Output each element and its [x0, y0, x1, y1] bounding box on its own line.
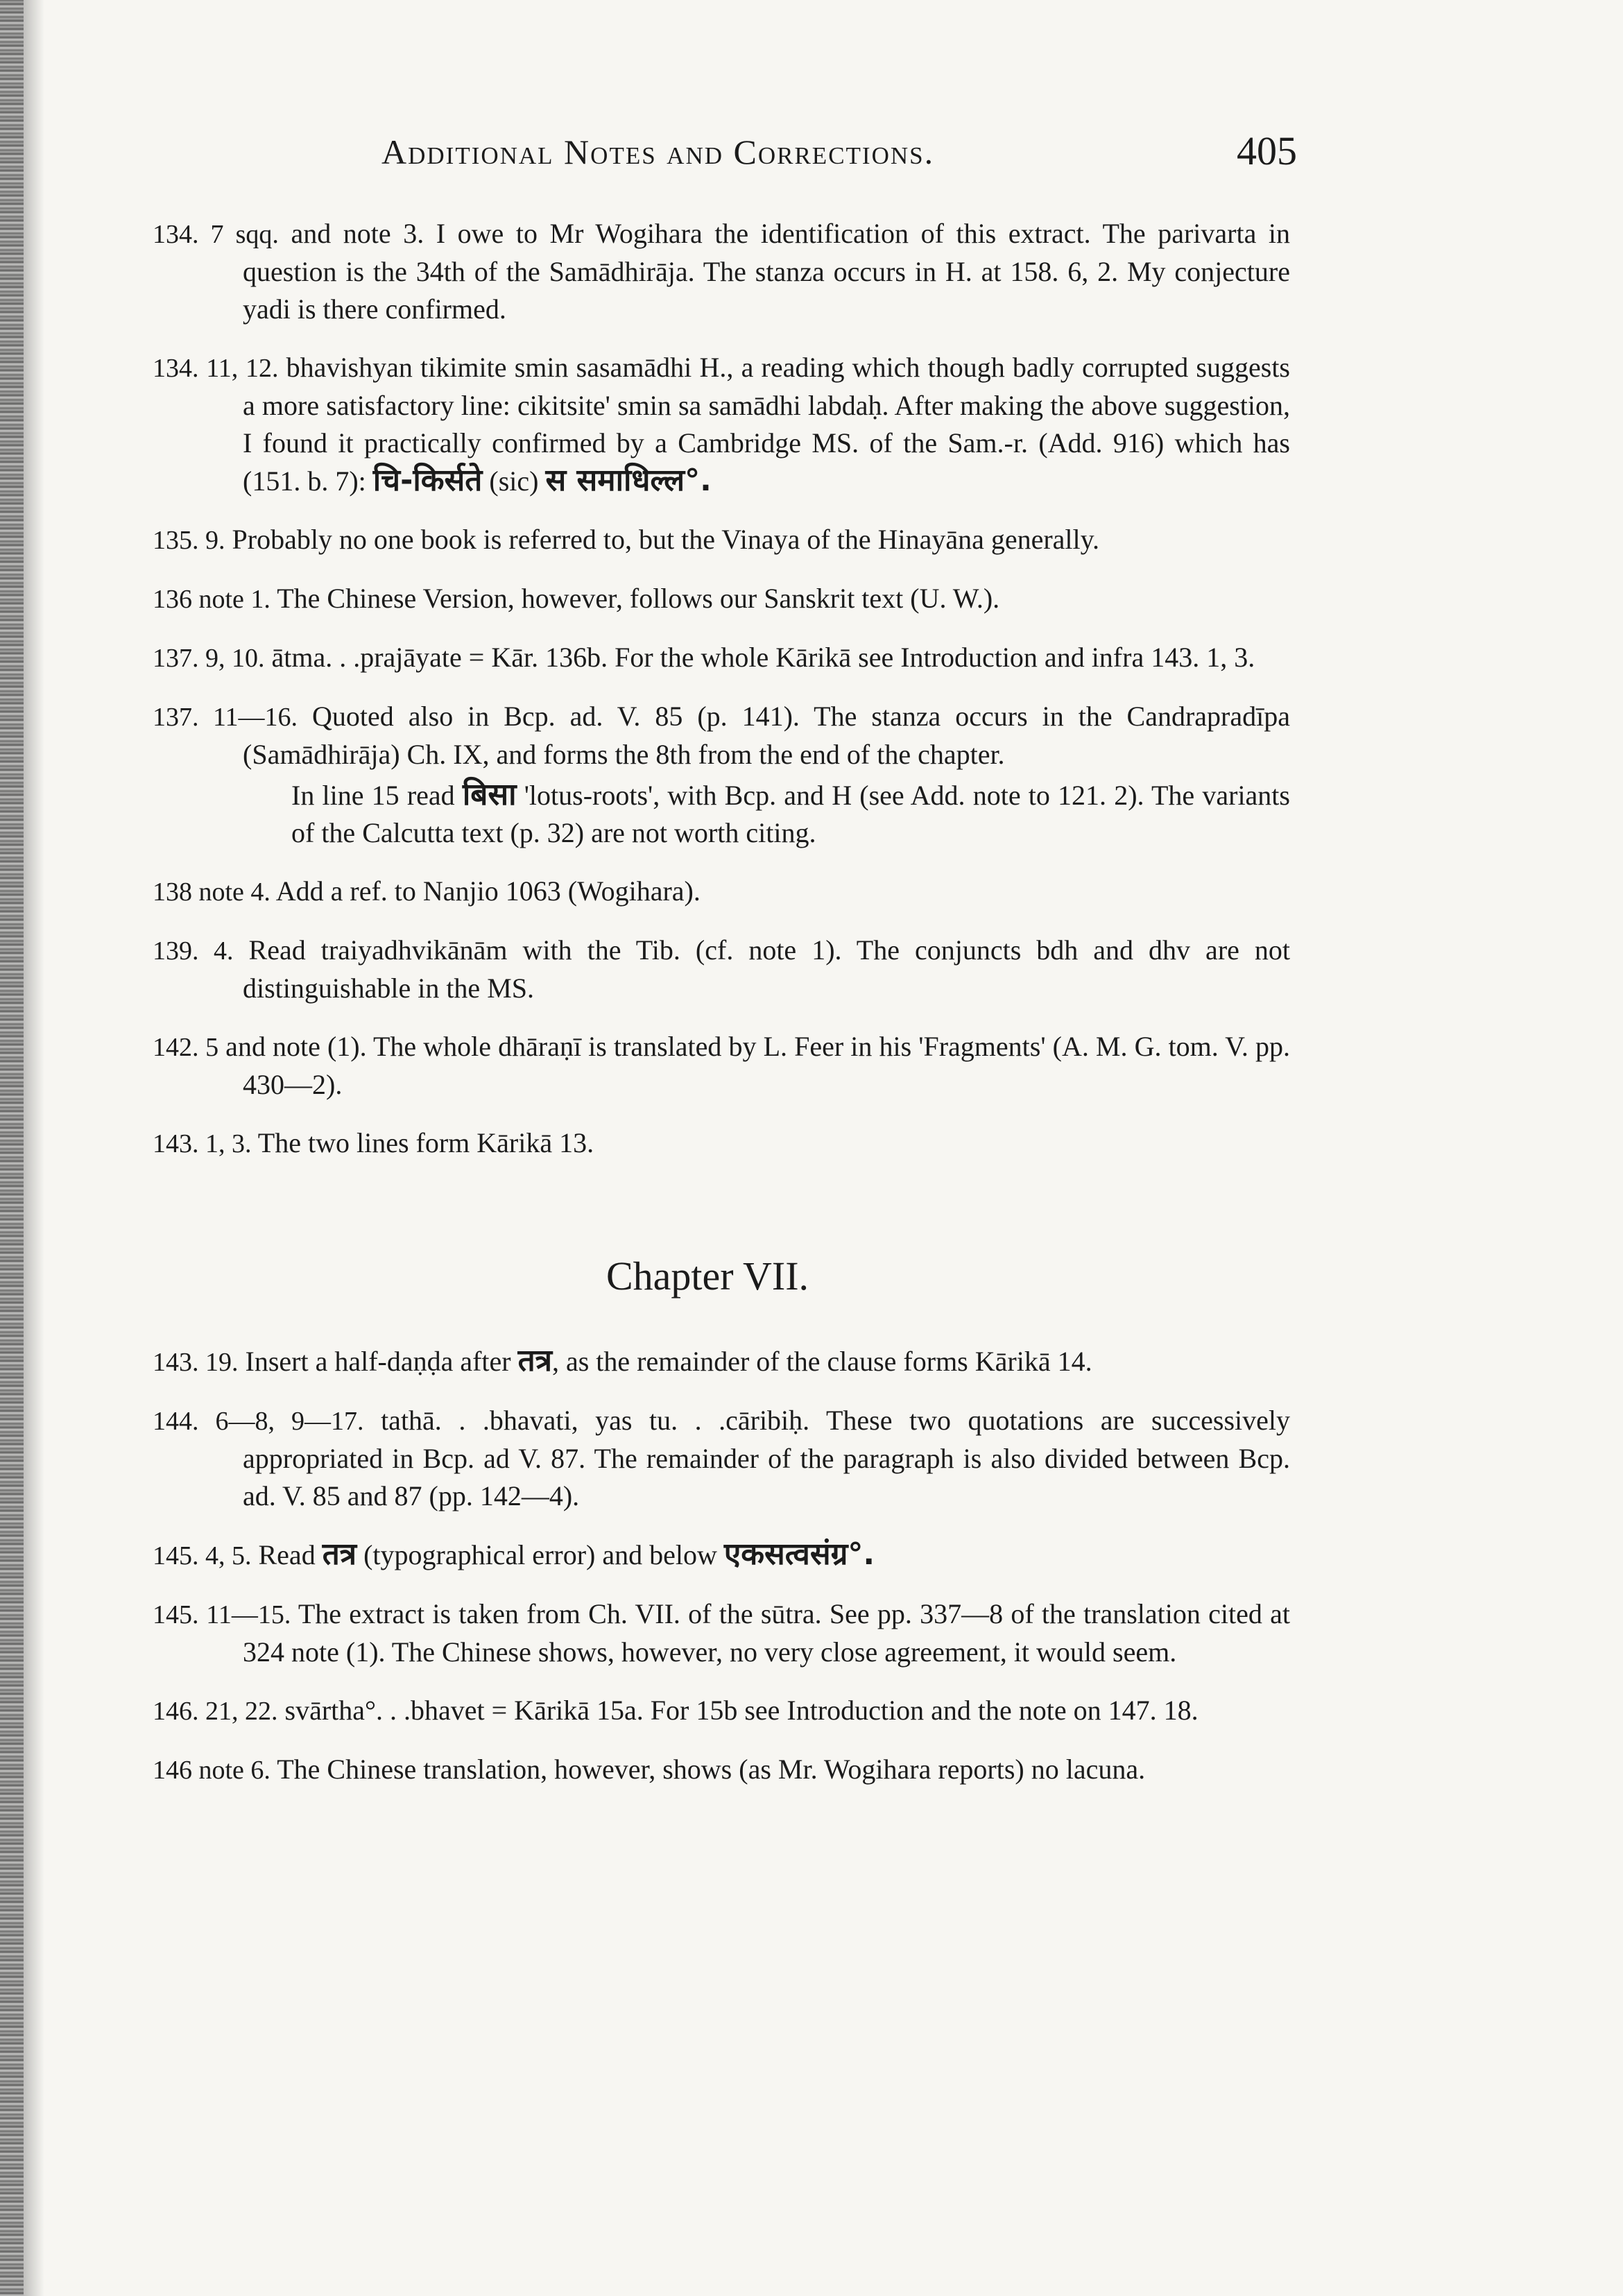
binding-gradient [24, 0, 44, 2296]
entry-text: In line 15 read [291, 780, 463, 811]
entry-ref: 137. 9, 10. [153, 644, 265, 673]
note-entry-143-19 [153, 1342, 1290, 1381]
entry-text: and note 3. I owe to Mr Wogihara the identification of this extract. The parivarta in question is the 34th of the Samādhirāja. The stanza occurs in H. at 158. 6, 2. My conjecture yadi is there confirmed. [243, 218, 1291, 325]
note-entry-146-21 [153, 1692, 1290, 1730]
running-head: Additional Notes and Corrections. [381, 132, 935, 171]
entry-ref: 134. 7 sqq. [153, 220, 279, 249]
entry-ref: 146. 21, 22. [153, 1697, 278, 1726]
devanagari-text: एकसत्वसंग्र°. [723, 1536, 875, 1572]
note-entry-134-11 [153, 349, 1290, 500]
devanagari-text: तत्र [517, 1343, 552, 1378]
entry-text: svārtha°. . .bhavet = Kārikā 15a. For 15b see Introduction and the note on 147. 18. [277, 1695, 1199, 1726]
entry-ref: 145. 4, 5. [153, 1541, 252, 1570]
entry-text: tathā. . .bhavati, yas tu. . .cāribiḥ. These two quotations are successively appropriated in Bcp. ad V. 87. The remainder of the paragraph is also divided between Bcp. ad. V. 85 and 87 (pp. 142—4). [243, 1405, 1290, 1511]
devanagari-text: स समाधिल्ल°. [545, 463, 712, 498]
note-entry-139-4 [153, 932, 1290, 1007]
entry-text: Read traiyadhvikānām with the Tib. (cf. note 1). The conjuncts bdh and dhv are not distinguishable in the MS. [233, 934, 1291, 1004]
note-entry-138 [153, 873, 1290, 911]
entry-text: The two lines form Kārikā 13. [251, 1127, 594, 1158]
entry-text: The Chinese Version, however, follows our Sanskrit text (U. W.). [270, 583, 1000, 614]
entry-ref: 135. 9. [153, 526, 225, 555]
note-entry-144-6 [153, 1402, 1290, 1515]
note-entry-134-7 [153, 215, 1290, 328]
entry-text: 'lotus-roots', with Bcp. and H (see Add. note to 121. 2). The variants of the Calcutta text (p. 32) are not worth citing. [291, 780, 1290, 848]
entry-ref: 134. 11, 12. [153, 354, 279, 383]
note-entry-137-9 [153, 639, 1290, 677]
entry-ref: 143. 1, 3. [153, 1129, 252, 1158]
note-entry-137-11 [153, 698, 1290, 852]
entry-subparagraph [243, 776, 1290, 852]
entry-text: Read [251, 1539, 323, 1570]
entry-ref: 144. 6—8, 9—17. [153, 1407, 364, 1436]
page-number: 405 [1237, 128, 1297, 173]
entry-ref: 138 note 4. [153, 877, 270, 907]
entry-text: (typographical error) and below [357, 1539, 724, 1570]
entry-ref: 137. 11—16. [153, 703, 298, 732]
chapter-title: Chapter VII. [606, 1253, 809, 1299]
note-entry-135-9 [153, 521, 1290, 559]
note-entry-145-11 [153, 1595, 1290, 1671]
entry-ref: 146 note 6. [153, 1756, 270, 1785]
binding-shadow [0, 0, 24, 2296]
entry-ref: 136 note 1. [153, 585, 270, 614]
entry-text: and note (1). The whole dhāraṇī is translated by L. Feer in his 'Fragments' (A. M. G. tom. V. pp. 430—2). [218, 1031, 1290, 1100]
note-entry-145-4 [153, 1536, 1290, 1575]
note-entry-146-note6 [153, 1751, 1290, 1789]
entry-text: Quoted also in Bcp. ad. V. 85 (p. 141). The stanza occurs in the Candrapradīpa (Samādhirāja) Ch. IX, and forms the 8th from the end of the chapter. [243, 701, 1290, 770]
entry-text: (sic) [482, 465, 546, 497]
page-header [375, 128, 1297, 187]
entry-text: The Chinese translation, however, shows (as Mr. Wogihara reports) no lacuna. [270, 1754, 1146, 1785]
entry-text: , as the remainder of the clause forms Kārikā 14. [551, 1346, 1092, 1377]
devanagari-text: तत्र [322, 1536, 357, 1572]
entry-text: The extract is taken from Ch. VII. of the sūtra. See pp. 337—8 of the translation cited at 324 note (1). The Chinese shows, however, no very close agreement, it would seem. [243, 1598, 1290, 1668]
entry-text: ātma. . .prajāyate = Kār. 136b. For the whole Kārikā see Introduction and infra 143. 1, 3. [264, 642, 1255, 673]
entry-ref: 139. 4. [153, 936, 234, 966]
devanagari-text: बिसा [462, 777, 517, 812]
page-content [153, 215, 1290, 1810]
devanagari-text: चि-किर्सते [372, 463, 483, 498]
entry-ref: 142. 5 [153, 1033, 219, 1062]
entry-text: Probably no one book is referred to, but the Vinaya of the Hinayāna generally. [225, 524, 1100, 555]
note-entry-136 [153, 580, 1290, 618]
entry-ref: 143. 19. [153, 1348, 239, 1377]
entry-text: bhavishyan tikimite smin sasamādhi H., a reading which though badly corrupted suggests a more satisfactory line: cikitsite' smin sa samādhi labdaḥ. After making the above suggestion, I found it practically confirmed by a Cambridge MS. of the Sam.-r. (Add. 916) which has (151. b. 7): [243, 352, 1290, 497]
entry-text: Insert a half-daṇḍa after [238, 1346, 518, 1377]
note-entry-142-5 [153, 1028, 1290, 1104]
entry-text: Add a ref. to Nanjio 1063 (Wogihara). [270, 875, 701, 907]
entry-ref: 145. 11—15. [153, 1600, 291, 1629]
note-entry-143-1 [153, 1124, 1290, 1163]
